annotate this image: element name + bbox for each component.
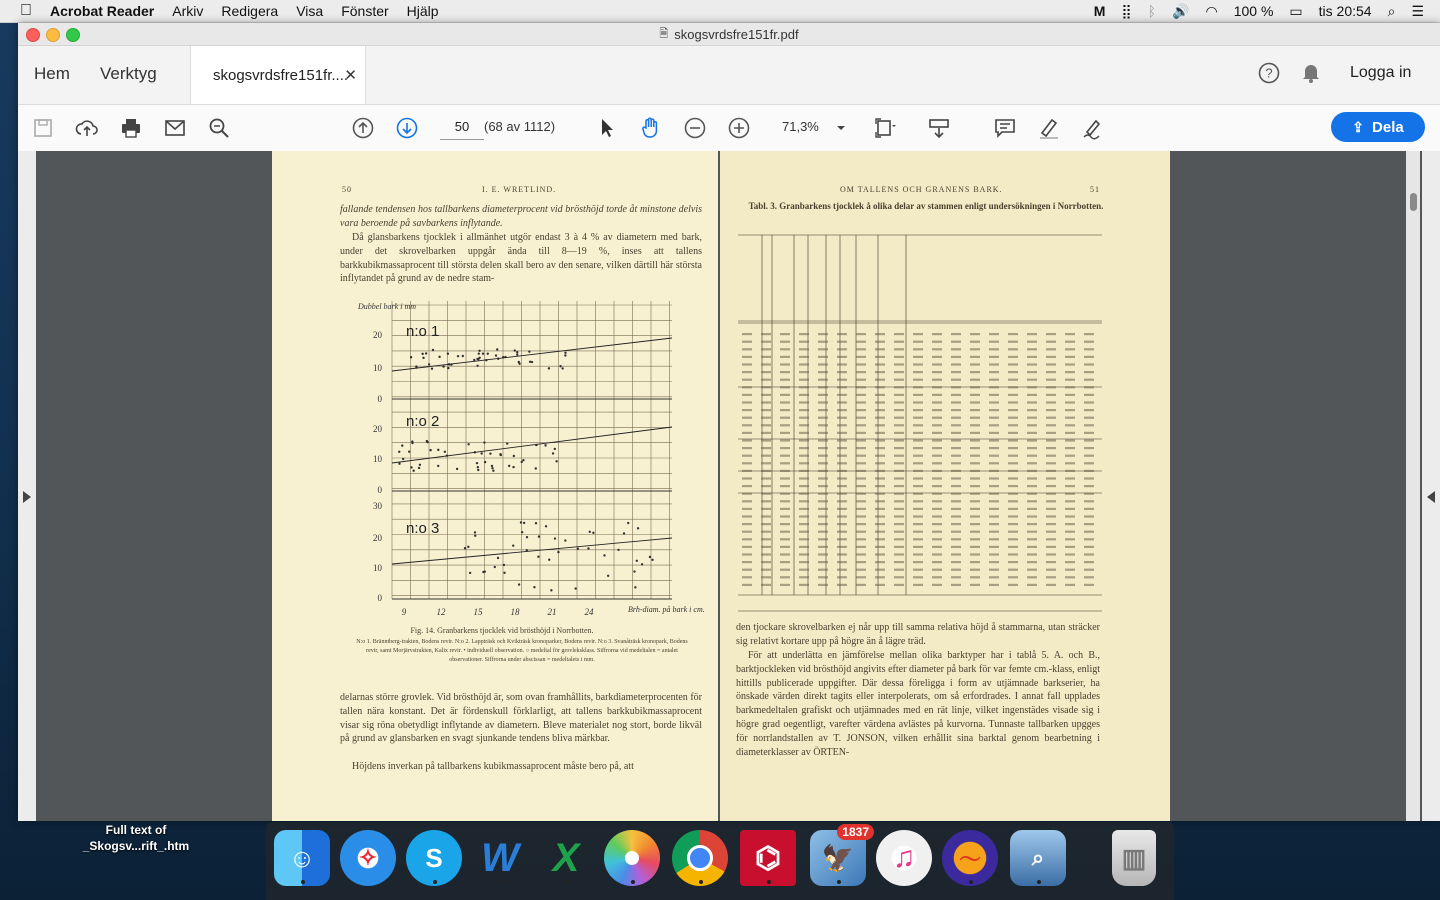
maximize-window-button[interactable] [66, 28, 80, 42]
scatter-figure [358, 301, 705, 621]
next-page-icon[interactable] [392, 113, 422, 143]
finder-icon[interactable]: ☺ [274, 830, 330, 886]
mail-badge: 1837 [837, 824, 874, 840]
svg-text:0: 0 [377, 394, 382, 404]
paragraph: den tjockare skrovelbarken ej når upp till samma relativa höjd å stammarna, utan sträcker sig relativt kortare upp på högre än å lägre träd. [736, 622, 1100, 647]
page-header-right: OM TALLENS OCH GRANENS BARK. [840, 185, 1003, 194]
sign-icon[interactable] [1078, 113, 1108, 143]
share-icon: ⇪ [1352, 118, 1365, 135]
tab-tools[interactable]: Verktyg [100, 64, 157, 83]
svg-text:24: 24 [584, 607, 594, 617]
svg-text:9: 9 [401, 607, 407, 617]
svg-text:15: 15 [473, 607, 483, 617]
right-panel-toggle[interactable] [1422, 151, 1440, 821]
share-button[interactable] [1331, 112, 1425, 142]
svg-text:10: 10 [373, 454, 382, 464]
menu-redigera[interactable]: Redigera [209, 3, 267, 19]
tab-home[interactable]: Hem [34, 64, 70, 83]
document-tab-label: skogsvrdsfre151fr.... [213, 66, 349, 84]
battery-icon: ▭ [1289, 2, 1303, 19]
app-menu[interactable]: Acrobat Reader [38, 3, 143, 19]
save-icon[interactable] [28, 113, 58, 143]
grid-icon[interactable]: ⣿ [1121, 2, 1132, 19]
zoom-dropdown-icon[interactable] [826, 113, 856, 143]
svg-text:0: 0 [377, 593, 382, 603]
bluetooth-icon[interactable]: ᛒ [1147, 3, 1157, 19]
pdf-page-right [720, 151, 1170, 821]
left-panel-toggle[interactable] [18, 151, 36, 821]
wifi-icon[interactable]: ◠ [1205, 2, 1218, 19]
pdf-file-icon: 🗎 [659, 27, 669, 40]
tab-bar [18, 46, 1440, 105]
previous-page-icon[interactable] [348, 113, 378, 143]
itunes-icon[interactable]: ♫ [876, 830, 932, 886]
data-table-scan [738, 235, 1102, 607]
fit-page-icon[interactable] [870, 113, 900, 143]
table-title: Tabl. 3. Granbarkens tjocklek å olika delar av stammen enligt undersökningen i Norrbotten. [748, 201, 1104, 211]
chart-label-3: n:o 3 [406, 520, 440, 537]
figure-legend: N:o 1. Bränntberg-trakten, Bodens revir. N:o 2. Lappträsk och Kvikträsk kronoparker, Bodens revir. N:o 3. Svanåträsk kronopark, Bodens revir, samt Morjärvstrakten, Kalix revir. • individuell observation. ○ medeltal för grovleksklass. Siffrorna vid medeltalen = antalet observationer. Siffrorna under abscissan = medeltalets i mm. [356, 639, 688, 663]
tab-document[interactable] [190, 46, 366, 104]
svg-text:18: 18 [510, 607, 520, 617]
clock[interactable]: tis 20:54 [1318, 3, 1372, 19]
acrobat-icon[interactable]: ⌬ [740, 830, 796, 886]
comment-icon[interactable] [990, 113, 1020, 143]
svg-text:20: 20 [373, 424, 382, 434]
email-icon[interactable] [160, 113, 190, 143]
zoom-in-icon[interactable] [724, 113, 754, 143]
page-count: (68 av 1112) [484, 119, 556, 134]
login-button[interactable]: Logga in [1350, 64, 1412, 81]
desktop-file-label[interactable]: Full text of _Skogsv...rift_.htm [82, 823, 190, 853]
x-axis-label: Brh-diam. på bark i cm. [628, 605, 705, 614]
page-number-input[interactable]: 50 [440, 115, 484, 140]
title-bar [18, 23, 1440, 46]
menu-visa[interactable]: Visa [284, 3, 312, 19]
minimize-window-button[interactable] [46, 28, 60, 42]
svg-text:21: 21 [547, 607, 557, 617]
safari-icon[interactable]: ✧ [340, 830, 396, 886]
acrobat-window [18, 23, 1440, 821]
volume-icon[interactable]: 🔊 [1172, 2, 1190, 19]
mail-icon[interactable]: 🦅 1837 [810, 830, 866, 886]
scroll-mode-icon[interactable] [924, 113, 954, 143]
chart-label-1: n:o 1 [406, 323, 440, 340]
hand-tool-icon[interactable] [636, 113, 666, 143]
battery-status[interactable]: 100 % [1233, 3, 1274, 19]
svg-text:12: 12 [436, 607, 446, 617]
chart-label-2: n:o 2 [406, 413, 440, 430]
paragraph: fallande tendensen hos tallbarkens diameterprocent vid brösthöjd torde åt minstone delvis vara beroende på savbarkens inflytande. [340, 204, 702, 229]
svg-text:30: 30 [373, 501, 382, 511]
notification-center-icon[interactable]: ☰ [1411, 2, 1424, 19]
spotlight-icon[interactable]: ⌕ [1387, 2, 1396, 19]
select-cursor-icon[interactable] [592, 113, 622, 143]
menu-arkiv[interactable]: Arkiv [160, 3, 192, 19]
preview-icon[interactable]: ⌕ [1010, 830, 1066, 886]
svg-text:?: ? [1265, 65, 1273, 81]
svg-text:10: 10 [373, 363, 382, 373]
figure-caption: Fig. 14. Granbarkens tjocklek vid brösthöjd i Norrbotten. [410, 626, 594, 635]
find-zoom-icon[interactable] [204, 113, 234, 143]
toolbar [18, 105, 1440, 152]
share-label: Dela [1372, 118, 1404, 136]
paragraph: delarnas större grovlek. Vid brösthöjd är, som ovan framhållits, barkdiameterprocenten för tallen nära konstant. Det är fördenskull förklarligt, att tallens barkkubikmassaprocent visar sig röna obetydligt inflytande av diametern. Bleve materialet nog stort, borde likväl på grund av glansbarken en svagt sjunkande tendens bliva märkbar. [340, 692, 702, 745]
excel-icon[interactable]: X [538, 830, 594, 886]
audacity-icon[interactable]: 〜 [942, 830, 998, 886]
paragraph: För att underlätta en jämförelse mellan olika barktyper har i tablå 5. A. och B., barktjockleken vid brösthöjd angivits efter diameter på bark för var femte cm.-klass, enligt hittills publicerade uppgifter. Där dessa föreligga i form av utjämnade barkserier, ha önskade värden direkt tagits eller interpolerats, om så erfordrades. I annat fall upplades barkmedeltalen grafiskt och utjämnades med en rät linje, vilket ingenstädes visade sig i högre grad oegentligt, varefter värdena avlästes på kurvorna. Tunnaste tallbarken upgges för norrlandstallen av T. JONSON, vilken erhållit sina barktal genom bearbetning i diameterklasser av ÖRTEN- [736, 650, 1100, 758]
menu-fonster[interactable]: Fönster [329, 3, 377, 19]
photos-icon[interactable] [604, 830, 660, 886]
menu-hjalp[interactable]: Hjälp [394, 3, 427, 19]
paragraph: Höjdens inverkan på tallbarkens kubikmassaprocent måste bero på, att [352, 761, 634, 772]
notifications-bell-icon[interactable] [1301, 62, 1321, 89]
page-number-right: 51 [1090, 185, 1100, 194]
svg-text:10: 10 [373, 563, 382, 573]
close-window-button[interactable] [26, 28, 40, 42]
page-header-left: I. E. WRETLIND. [482, 185, 557, 194]
svg-text:20: 20 [373, 330, 382, 340]
pdf-page-left [272, 151, 718, 821]
chrome-icon[interactable] [672, 830, 728, 886]
y-axis-label: Dubbel bark i mm [358, 302, 416, 311]
dock [266, 822, 1174, 900]
zoom-level[interactable]: 71,3% [782, 119, 819, 134]
document-viewer[interactable] [18, 151, 1440, 821]
close-tab-icon[interactable]: ✕ [344, 67, 357, 84]
trash-icon[interactable]: ▥ [1112, 830, 1156, 886]
skype-icon[interactable]: S [406, 830, 462, 886]
paragraph: Då glansbarkens tjocklek i allmänhet utgör endast 3 à 4 % av diametern med bark, under det skrovelbarken uppgår ända till 8—19 %, inses att tallens barkkubikmassaprocent till största delen skall bero av den senare, vilken därtill här största inflytandet på grund av de nedre stam- [340, 232, 702, 285]
svg-text:0: 0 [377, 485, 382, 495]
vertical-scrollbar[interactable] [1406, 151, 1420, 821]
page-number-left: 50 [342, 185, 352, 194]
highlight-pen-icon[interactable] [1034, 113, 1064, 143]
upload-cloud-icon[interactable] [72, 113, 102, 143]
malwarebytes-icon[interactable]: M [1093, 3, 1106, 19]
scrollbar-thumb[interactable] [1410, 193, 1417, 211]
word-icon[interactable]: W [472, 830, 528, 886]
zoom-out-icon[interactable] [680, 113, 710, 143]
help-icon[interactable] [1258, 62, 1280, 89]
print-icon[interactable] [116, 113, 146, 143]
svg-text:20: 20 [373, 533, 382, 543]
apple-menu-icon[interactable] [20, 2, 32, 20]
window-title: skogsvrdsfre151fr.pdf [674, 26, 799, 42]
menu-bar [0, 0, 1440, 23]
